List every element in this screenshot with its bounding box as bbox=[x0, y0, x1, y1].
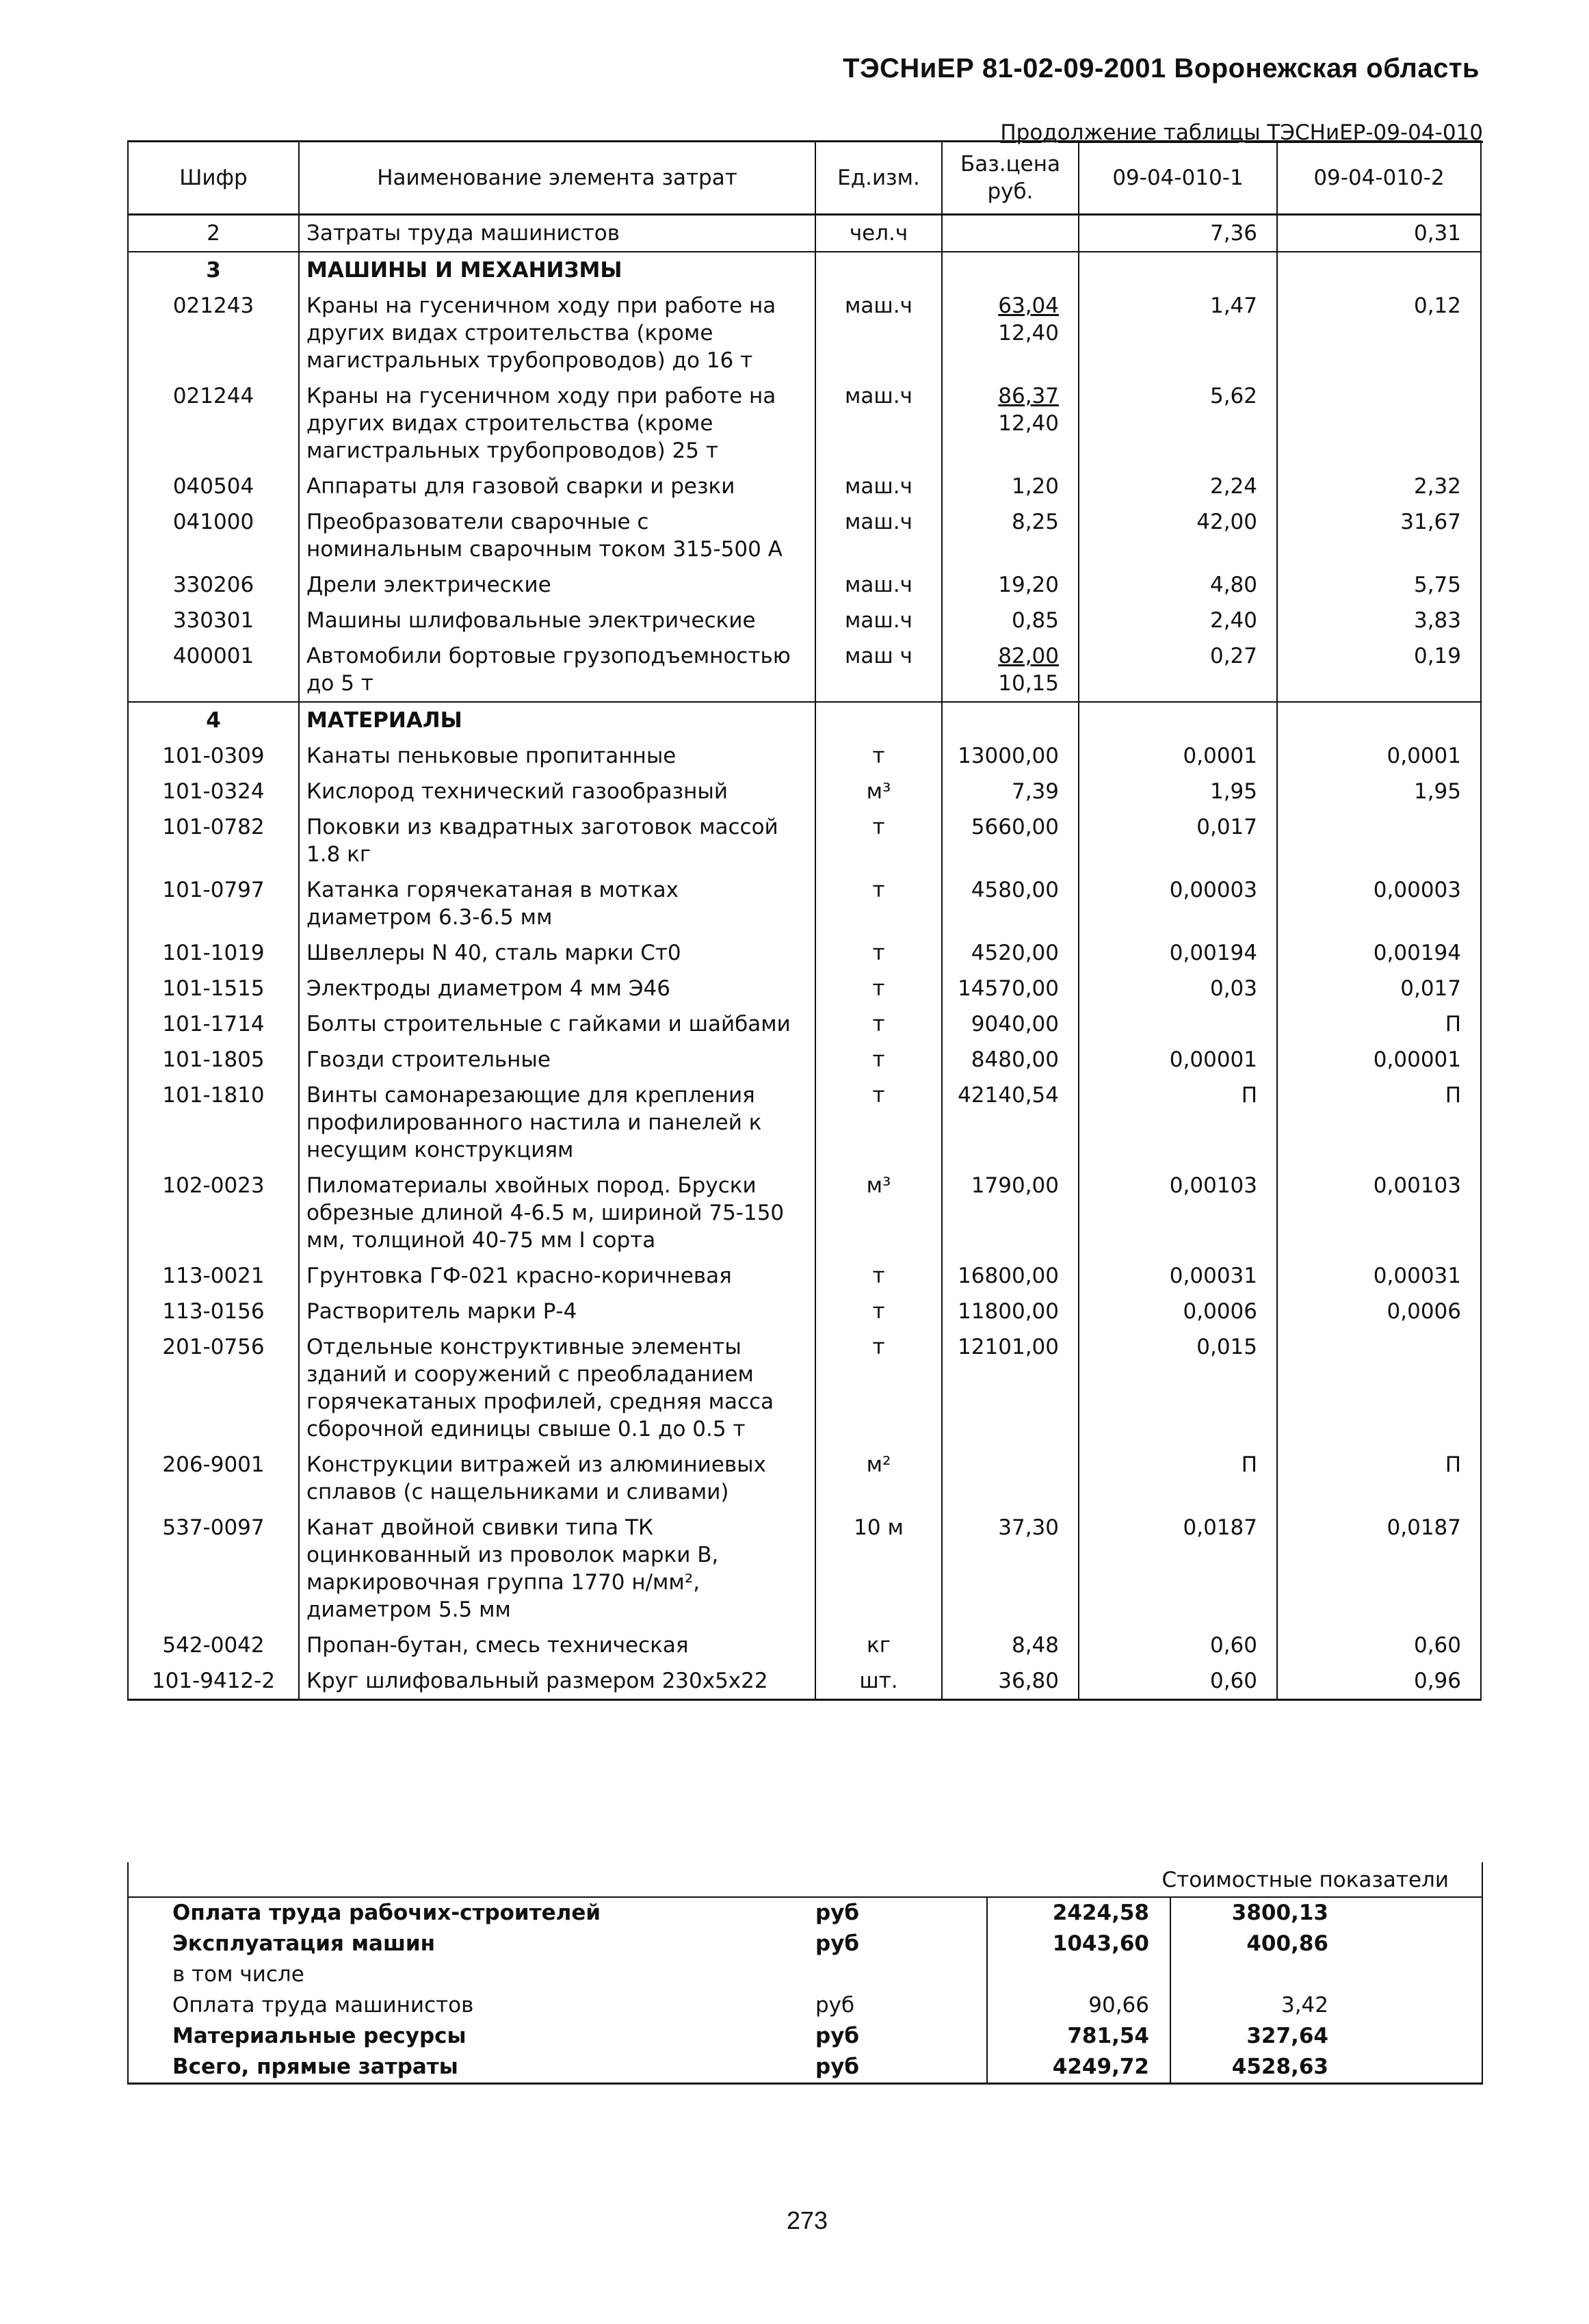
summary-value-col1: 2424,58 bbox=[986, 1898, 1171, 1929]
row-value-col2: 0,0006 bbox=[1277, 1294, 1481, 1329]
row-value-col2 bbox=[1277, 1329, 1481, 1447]
row-code: 101-0309 bbox=[128, 738, 299, 774]
row-code: 201-0756 bbox=[128, 1329, 299, 1447]
row-price-secondary: 10,15 bbox=[998, 671, 1059, 696]
row-price-secondary: 12,40 bbox=[998, 321, 1059, 345]
row-code: 101-0324 bbox=[128, 774, 299, 809]
row-unit: маш ч bbox=[815, 638, 942, 702]
summary-row bbox=[129, 1959, 1482, 1990]
row-unit: маш.ч bbox=[815, 378, 942, 469]
summary-row bbox=[129, 1990, 1482, 2021]
row-unit: маш.ч bbox=[815, 603, 942, 638]
summary-caption: Стоимостные показатели bbox=[129, 1862, 1482, 1898]
row-value-col1: 1,47 bbox=[1079, 288, 1277, 378]
row-value-col1: 2,24 bbox=[1079, 469, 1277, 504]
row-value-col1: 0,0187 bbox=[1079, 1510, 1277, 1628]
row-unit: т bbox=[815, 1006, 942, 1042]
row-code: 101-1515 bbox=[128, 971, 299, 1006]
row-value-col1 bbox=[1079, 1006, 1277, 1042]
row-value-col1: 0,60 bbox=[1079, 1663, 1277, 1700]
row-name: Краны на гусеничном ходу при работе на других видах строительства (кроме магистральных трубопроводов) 25 т bbox=[299, 378, 815, 469]
table-row bbox=[128, 1168, 1481, 1258]
row-value-col2: 5,75 bbox=[1277, 567, 1481, 603]
table-row bbox=[128, 1006, 1481, 1042]
row-unit: шт. bbox=[815, 1663, 942, 1700]
row-unit: т bbox=[815, 1078, 942, 1168]
summary-label: Всего, прямые затраты bbox=[172, 2054, 458, 2079]
row-value-col1: 42,00 bbox=[1079, 504, 1277, 567]
row-name: Затраты труда машинистов bbox=[299, 215, 815, 252]
summary-row bbox=[129, 1929, 1482, 1959]
row-code: 021244 bbox=[128, 378, 299, 469]
row-value-col2: 0,60 bbox=[1277, 1628, 1481, 1663]
summary-value-col1: 4249,72 bbox=[986, 2052, 1171, 2083]
row-price-value: 4580,00 bbox=[971, 878, 1059, 902]
row-unit: м³ bbox=[815, 1168, 942, 1258]
row-code: 330301 bbox=[128, 603, 299, 638]
row-value-col2: 0,0001 bbox=[1277, 738, 1481, 774]
row-value-col2 bbox=[1277, 809, 1481, 872]
table-row bbox=[128, 738, 1481, 774]
row-value-col2 bbox=[1277, 378, 1481, 469]
row-price bbox=[942, 215, 1079, 252]
row-unit: т bbox=[815, 1258, 942, 1294]
summary-value-col2: 400,86 bbox=[1246, 1931, 1328, 1956]
row-name: Отдельные конструктивные элементы зданий и сооружений с преобладанием горячекатаных профилей, средняя масса сборочной единицы свыше 0.1 до 0.5 т bbox=[299, 1329, 815, 1447]
row-value-col1: 0,015 bbox=[1079, 1329, 1277, 1447]
summary-value-col1: 781,54 bbox=[986, 2021, 1171, 2052]
row-value-col2: 0,0187 bbox=[1277, 1510, 1481, 1628]
row-value-col2: 0,00003 bbox=[1277, 872, 1481, 935]
row-price bbox=[942, 638, 1079, 702]
summary-value-col1 bbox=[986, 1959, 1171, 1990]
row-unit: т bbox=[815, 809, 942, 872]
row-name: Грунтовка ГФ-021 красно-коричневая bbox=[299, 1258, 815, 1294]
cost-summary bbox=[127, 1862, 1483, 2085]
row-name: Пиломатериалы хвойных пород. Бруски обрезные длиной 4-6.5 м, шириной 75-150 мм, толщиной 40-75 мм I сорта bbox=[299, 1168, 815, 1258]
table-row bbox=[128, 288, 1481, 378]
table-row bbox=[128, 1258, 1481, 1294]
row-code: 101-0797 bbox=[128, 872, 299, 935]
row-code: 542-0042 bbox=[128, 1628, 299, 1663]
row-unit: т bbox=[815, 872, 942, 935]
table-row bbox=[128, 1042, 1481, 1078]
row-code: 400001 bbox=[128, 638, 299, 702]
row-price bbox=[942, 1447, 1079, 1510]
row-unit: т bbox=[815, 1329, 942, 1447]
header-unit: Ед.изм. bbox=[815, 142, 942, 215]
row-code: 113-0156 bbox=[128, 1294, 299, 1329]
table-row bbox=[128, 252, 1481, 288]
summary-label: Материальные ресурсы bbox=[172, 2024, 467, 2048]
summary-value-col1: 90,66 bbox=[986, 1990, 1171, 2021]
row-code: 101-1019 bbox=[128, 935, 299, 971]
summary-value-col2: 4528,63 bbox=[1231, 2054, 1328, 2079]
row-price-value: 8480,00 bbox=[971, 1047, 1059, 1072]
row-price-value: 82,00 bbox=[998, 644, 1059, 668]
table-row bbox=[128, 504, 1481, 567]
row-value-col1: 0,03 bbox=[1079, 971, 1277, 1006]
row-name: МАШИНЫ И МЕХАНИЗМЫ bbox=[299, 252, 815, 288]
summary-value-col2 bbox=[1171, 1959, 1349, 1990]
row-price-value: 42140,54 bbox=[958, 1083, 1059, 1108]
row-unit bbox=[815, 702, 942, 738]
row-price-value: 86,37 bbox=[998, 384, 1059, 408]
table-row bbox=[128, 1447, 1481, 1510]
row-name: Канаты пеньковые пропитанные bbox=[299, 738, 815, 774]
row-price bbox=[942, 378, 1079, 469]
row-price-value: 0,85 bbox=[1011, 608, 1059, 633]
row-price-value: 63,04 bbox=[998, 293, 1059, 318]
row-value-col2 bbox=[1277, 702, 1481, 738]
row-price-value: 19,20 bbox=[998, 573, 1059, 597]
row-value-col2: 0,00194 bbox=[1277, 935, 1481, 971]
row-value-col2: 0,00031 bbox=[1277, 1258, 1481, 1294]
row-price bbox=[942, 603, 1079, 638]
row-name: Болты строительные с гайками и шайбами bbox=[299, 1006, 815, 1042]
row-unit: т bbox=[815, 935, 942, 971]
row-unit: маш.ч bbox=[815, 469, 942, 504]
row-price bbox=[942, 1294, 1079, 1329]
row-value-col1: 0,00194 bbox=[1079, 935, 1277, 971]
row-value-col1: П bbox=[1079, 1078, 1277, 1168]
row-name: Швеллеры N 40, сталь марки Ст0 bbox=[299, 935, 815, 971]
row-unit: кг bbox=[815, 1628, 942, 1663]
summary-unit: руб bbox=[815, 2054, 860, 2079]
row-price bbox=[942, 1042, 1079, 1078]
summary-row bbox=[129, 2021, 1482, 2052]
summary-label: Оплата труда рабочих-строителей bbox=[172, 1901, 601, 1925]
row-price-value: 4520,00 bbox=[971, 941, 1059, 965]
row-value-col2: 0,00001 bbox=[1277, 1042, 1481, 1078]
row-price bbox=[942, 1329, 1079, 1447]
summary-label: Эксплуатация машин bbox=[172, 1931, 436, 1956]
table-row bbox=[128, 1628, 1481, 1663]
row-code: 4 bbox=[128, 702, 299, 738]
row-price-value: 14570,00 bbox=[958, 976, 1059, 1001]
row-name: Краны на гусеничном ходу при работе на других видах строительства (кроме магистральных трубопроводов) до 16 т bbox=[299, 288, 815, 378]
table-row bbox=[128, 774, 1481, 809]
summary-unit: руб bbox=[815, 1931, 860, 1956]
row-value-col1: 2,40 bbox=[1079, 603, 1277, 638]
row-name: Преобразователи сварочные с номинальным сварочным током 315-500 А bbox=[299, 504, 815, 567]
summary-value-col1: 1043,60 bbox=[986, 1929, 1171, 1959]
row-code: 101-9412-2 bbox=[128, 1663, 299, 1700]
row-unit: т bbox=[815, 738, 942, 774]
row-name: Канат двойной свивки типа ТК оцинкованный из проволок марки В, маркировочная группа 1770 н/мм², диаметром 5.5 мм bbox=[299, 1510, 815, 1628]
row-code: 041000 bbox=[128, 504, 299, 567]
row-name: Автомобили бортовые грузоподъемностью до 5 т bbox=[299, 638, 815, 702]
row-name: Круг шлифовальный размером 230х5х22 bbox=[299, 1663, 815, 1700]
document-title: ТЭСНиЕР 81-02-09-2001 Воронежская область bbox=[843, 53, 1480, 83]
row-value-col1: 5,62 bbox=[1079, 378, 1277, 469]
table-row bbox=[128, 567, 1481, 603]
table-continuation-caption: Продолжение таблицы ТЭСНиЕР-09-04-010 bbox=[1000, 120, 1483, 145]
row-price bbox=[942, 288, 1079, 378]
table-row bbox=[128, 1663, 1481, 1700]
row-value-col1: 0,60 bbox=[1079, 1628, 1277, 1663]
row-name: Поковки из квадратных заготовок массой 1.8 кг bbox=[299, 809, 815, 872]
row-name: Пропан-бутан, смесь техническая bbox=[299, 1628, 815, 1663]
table-header-row bbox=[128, 142, 1481, 215]
table-row bbox=[128, 702, 1481, 738]
row-price bbox=[942, 935, 1079, 971]
row-unit: маш.ч bbox=[815, 288, 942, 378]
row-unit: т bbox=[815, 971, 942, 1006]
row-value-col1: 0,00003 bbox=[1079, 872, 1277, 935]
row-price-value: 13000,00 bbox=[958, 744, 1059, 768]
row-value-col2: 0,96 bbox=[1277, 1663, 1481, 1700]
row-value-col1 bbox=[1079, 252, 1277, 288]
row-price-value: 36,80 bbox=[998, 1669, 1059, 1693]
table-body bbox=[128, 215, 1481, 1700]
row-price bbox=[942, 1258, 1079, 1294]
row-price bbox=[942, 1078, 1079, 1168]
page-number: 273 bbox=[787, 2206, 828, 2234]
row-unit: чел.ч bbox=[815, 215, 942, 252]
row-price-value: 1790,00 bbox=[971, 1173, 1059, 1198]
row-value-col2 bbox=[1277, 252, 1481, 288]
row-unit: 10 м bbox=[815, 1510, 942, 1628]
row-value-col2: П bbox=[1277, 1447, 1481, 1510]
row-price bbox=[942, 1168, 1079, 1258]
summary-row bbox=[129, 2052, 1482, 2083]
table-row bbox=[128, 1078, 1481, 1168]
row-code: 021243 bbox=[128, 288, 299, 378]
summary-unit bbox=[815, 1959, 986, 1990]
row-price bbox=[942, 738, 1079, 774]
row-value-col1: 0,00001 bbox=[1079, 1042, 1277, 1078]
row-price bbox=[942, 809, 1079, 872]
row-name: Катанка горячекатаная в мотках диаметром 6.3-6.5 мм bbox=[299, 872, 815, 935]
row-code: 330206 bbox=[128, 567, 299, 603]
row-value-col1: 0,00103 bbox=[1079, 1168, 1277, 1258]
row-unit: т bbox=[815, 1042, 942, 1078]
row-price-value: 5660,00 bbox=[971, 815, 1059, 839]
row-unit: м² bbox=[815, 1447, 942, 1510]
row-value-col2: 1,95 bbox=[1277, 774, 1481, 809]
cost-elements-table bbox=[127, 140, 1482, 1701]
row-price bbox=[942, 1006, 1079, 1042]
row-price bbox=[942, 1628, 1079, 1663]
row-price bbox=[942, 774, 1079, 809]
row-code: 101-1714 bbox=[128, 1006, 299, 1042]
row-value-col2: 3,83 bbox=[1277, 603, 1481, 638]
row-name: Конструкции витражей из алюминиевых сплавов (с нащельниками и сливами) bbox=[299, 1447, 815, 1510]
table-row bbox=[128, 378, 1481, 469]
row-unit: маш.ч bbox=[815, 567, 942, 603]
table-row bbox=[128, 603, 1481, 638]
row-value-col2: 0,00103 bbox=[1277, 1168, 1481, 1258]
summary-rows bbox=[129, 1898, 1482, 2083]
table-row bbox=[128, 1294, 1481, 1329]
row-value-col2: 0,31 bbox=[1277, 215, 1481, 252]
row-code: 101-0782 bbox=[128, 809, 299, 872]
summary-unit: руб bbox=[815, 1901, 860, 1925]
row-value-col2: П bbox=[1277, 1006, 1481, 1042]
row-unit: маш.ч bbox=[815, 504, 942, 567]
row-value-col1: 7,36 bbox=[1079, 215, 1277, 252]
row-price-value: 37,30 bbox=[998, 1515, 1059, 1540]
row-unit: м³ bbox=[815, 774, 942, 809]
header-price: Баз.цена руб. bbox=[942, 142, 1079, 215]
row-code: 537-0097 bbox=[128, 1510, 299, 1628]
row-name: Дрели электрические bbox=[299, 567, 815, 603]
header-col1: 09-04-010-1 bbox=[1079, 142, 1277, 215]
summary-row bbox=[129, 1898, 1482, 1929]
summary-value-col2: 327,64 bbox=[1246, 2024, 1328, 2048]
row-name: Кислород технический газообразный bbox=[299, 774, 815, 809]
row-name: Аппараты для газовой сварки и резки bbox=[299, 469, 815, 504]
row-price bbox=[942, 469, 1079, 504]
table-row bbox=[128, 1329, 1481, 1447]
row-name: Гвозди строительные bbox=[299, 1042, 815, 1078]
row-code: 040504 bbox=[128, 469, 299, 504]
row-price-value: 8,25 bbox=[1011, 510, 1059, 534]
row-name: Винты самонарезающие для крепления профилированного настила и панелей к несущим конструкциям bbox=[299, 1078, 815, 1168]
summary-value-col2: 3800,13 bbox=[1231, 1901, 1328, 1925]
row-code: 102-0023 bbox=[128, 1168, 299, 1258]
summary-value-col2: 3,42 bbox=[1281, 1993, 1328, 2018]
row-code: 101-1810 bbox=[128, 1078, 299, 1168]
row-value-col1: 1,95 bbox=[1079, 774, 1277, 809]
row-value-col1 bbox=[1079, 702, 1277, 738]
row-code: 2 bbox=[128, 215, 299, 252]
row-code: 101-1805 bbox=[128, 1042, 299, 1078]
table-row bbox=[128, 1510, 1481, 1628]
row-value-col1: П bbox=[1079, 1447, 1277, 1510]
row-price bbox=[942, 1510, 1079, 1628]
table-row bbox=[128, 215, 1481, 252]
row-code: 113-0021 bbox=[128, 1258, 299, 1294]
row-price bbox=[942, 702, 1079, 738]
row-name: Машины шлифовальные электрические bbox=[299, 603, 815, 638]
row-price bbox=[942, 1663, 1079, 1700]
row-value-col1: 0,00031 bbox=[1079, 1258, 1277, 1294]
summary-label: Оплата труда машинистов bbox=[172, 1993, 474, 2018]
row-value-col2: П bbox=[1277, 1078, 1481, 1168]
row-unit bbox=[815, 252, 942, 288]
row-price bbox=[942, 504, 1079, 567]
row-value-col1: 4,80 bbox=[1079, 567, 1277, 603]
header-col2: 09-04-010-2 bbox=[1277, 142, 1481, 215]
row-price-value: 11800,00 bbox=[958, 1299, 1059, 1324]
row-value-col2: 31,67 bbox=[1277, 504, 1481, 567]
row-price bbox=[942, 252, 1079, 288]
row-value-col1: 0,0006 bbox=[1079, 1294, 1277, 1329]
row-value-col2: 2,32 bbox=[1277, 469, 1481, 504]
row-price-value: 8,48 bbox=[1011, 1633, 1059, 1658]
row-price-value: 7,39 bbox=[1011, 779, 1059, 804]
row-name: Электроды диаметром 4 мм Э46 bbox=[299, 971, 815, 1006]
table-row bbox=[128, 809, 1481, 872]
row-price-value: 1,20 bbox=[1011, 474, 1059, 499]
summary-label: в том числе bbox=[172, 1962, 304, 1987]
table-row bbox=[128, 935, 1481, 971]
summary-unit: руб bbox=[815, 1993, 855, 2018]
header-name: Наименование элемента затрат bbox=[299, 142, 815, 215]
row-price-value: 16800,00 bbox=[958, 1264, 1059, 1288]
header-code: Шифр bbox=[128, 142, 299, 215]
summary-unit: руб bbox=[815, 2024, 860, 2048]
row-code: 206-9001 bbox=[128, 1447, 299, 1510]
row-code: 3 bbox=[128, 252, 299, 288]
table-row bbox=[128, 638, 1481, 702]
table-row bbox=[128, 872, 1481, 935]
row-value-col1: 0,0001 bbox=[1079, 738, 1277, 774]
row-value-col2: 0,017 bbox=[1277, 971, 1481, 1006]
table-row bbox=[128, 469, 1481, 504]
row-price-secondary: 12,40 bbox=[998, 411, 1059, 436]
row-price-value: 12101,00 bbox=[958, 1335, 1059, 1359]
row-value-col1: 0,27 bbox=[1079, 638, 1277, 702]
row-price bbox=[942, 567, 1079, 603]
table-row bbox=[128, 971, 1481, 1006]
row-value-col2: 0,19 bbox=[1277, 638, 1481, 702]
row-value-col1: 0,017 bbox=[1079, 809, 1277, 872]
row-price bbox=[942, 872, 1079, 935]
row-name: Растворитель марки Р-4 bbox=[299, 1294, 815, 1329]
row-unit: т bbox=[815, 1294, 942, 1329]
row-price bbox=[942, 971, 1079, 1006]
row-price-value: 9040,00 bbox=[971, 1012, 1059, 1036]
row-name: МАТЕРИАЛЫ bbox=[299, 702, 815, 738]
row-value-col2: 0,12 bbox=[1277, 288, 1481, 378]
